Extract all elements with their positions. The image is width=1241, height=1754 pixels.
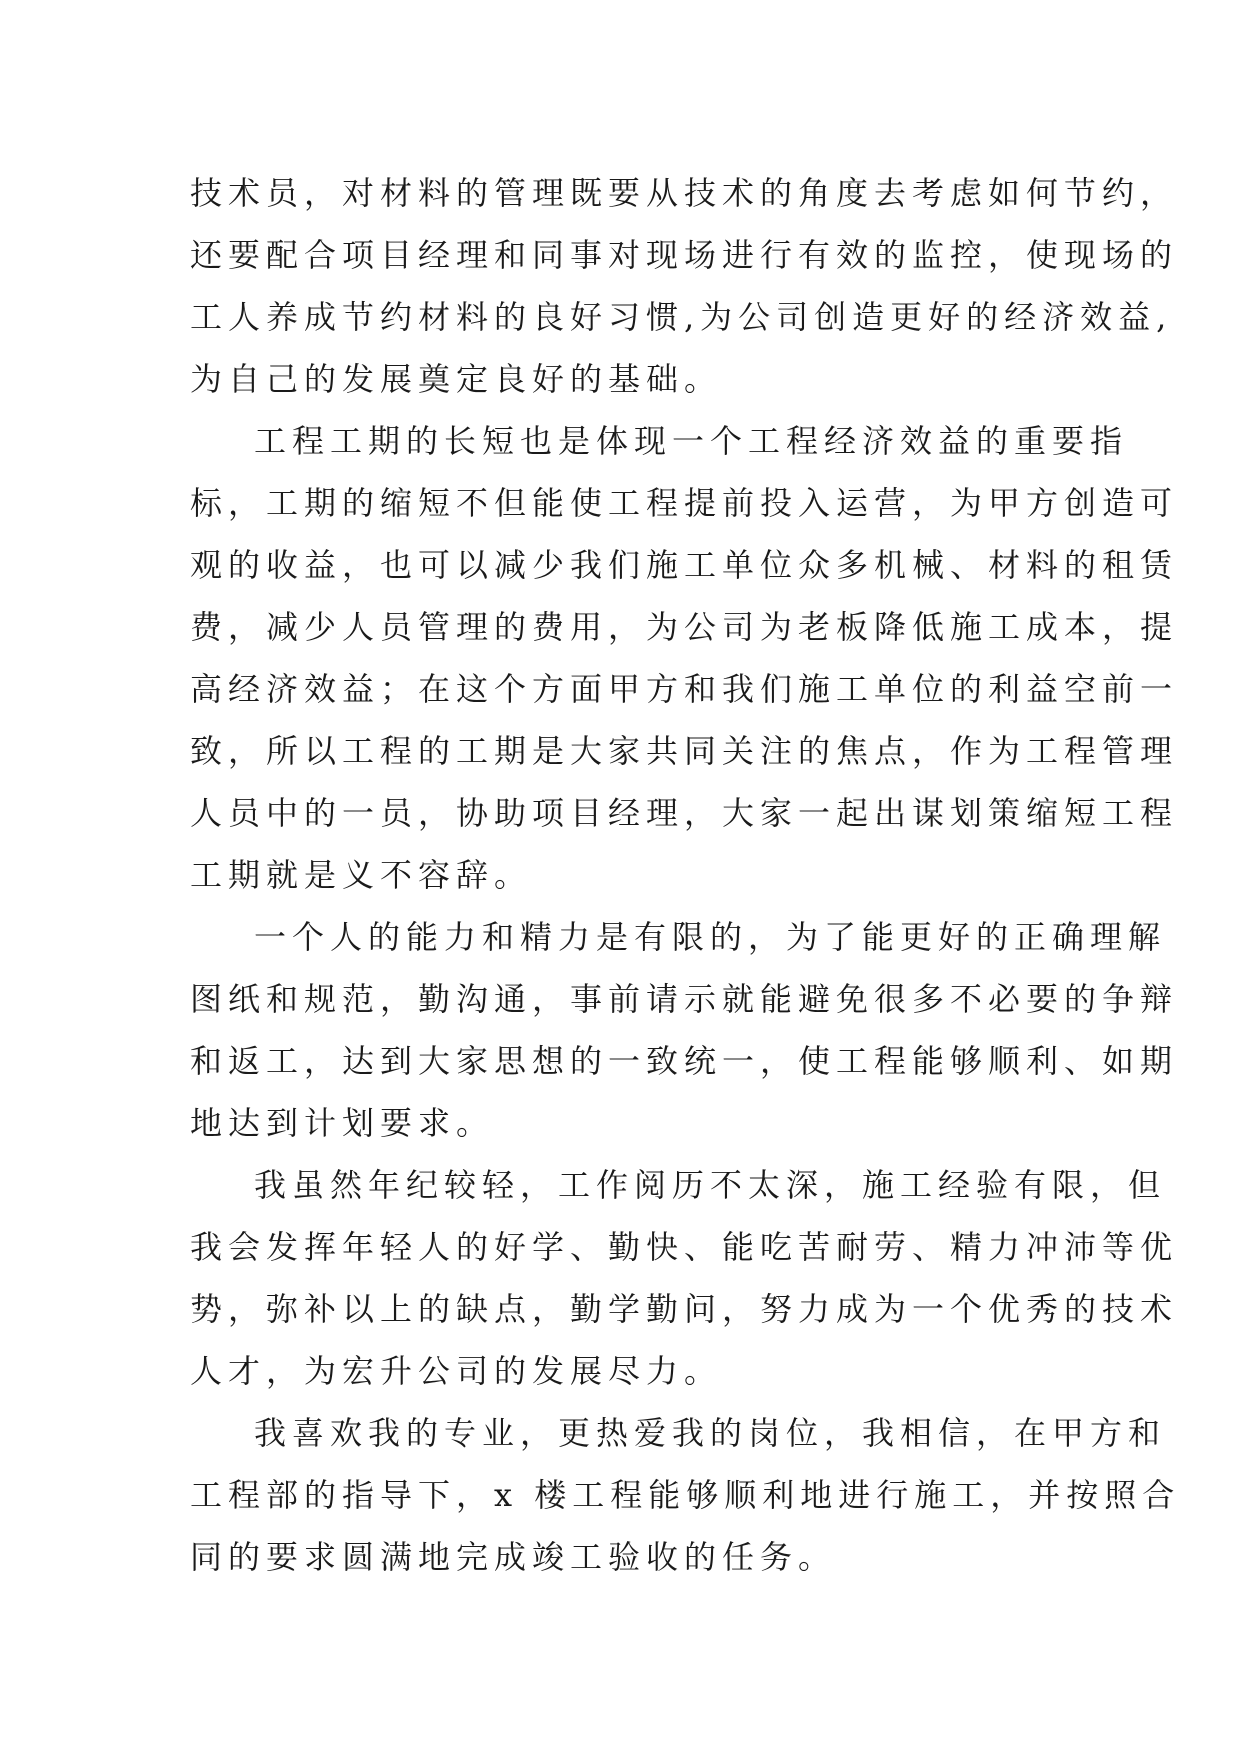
body-text xyxy=(190,162,1181,1588)
text-line: 技术员，对材料的管理既要从技术的角度去考虑如何节约， xyxy=(190,174,1179,212)
text-line: 工期就是义不容辞。 xyxy=(190,856,533,894)
text-line: 图纸和规范，勤沟通，事前请示就能避免很多不必要的争辩 xyxy=(190,980,1179,1018)
text-line: 标，工期的缩短不但能使工程提前投入运营，为甲方创造可 xyxy=(190,484,1179,522)
text-line: 工程部的指导下，x 楼工程能够顺利地进行施工，并按照合 xyxy=(190,1476,1181,1514)
text-line: 我喜欢我的专业，更热爱我的岗位，我相信，在甲方和 xyxy=(254,1414,1167,1452)
paragraph-4 xyxy=(190,1154,1179,1402)
text-line: 工程工期的长短也是体现一个工程经济效益的重要指 xyxy=(254,422,1129,460)
text-line: 致，所以工程的工期是大家共同关注的焦点，作为工程管理 xyxy=(190,732,1179,770)
text-line: 为自己的发展奠定良好的基础。 xyxy=(190,360,723,398)
paragraph-2 xyxy=(190,410,1179,906)
text-line: 我虽然年纪较轻，工作阅历不太深，施工经验有限，但 xyxy=(254,1166,1167,1204)
text-line: 同的要求圆满地完成竣工验收的任务。 xyxy=(190,1538,837,1576)
text-line: 还要配合项目经理和同事对现场进行有效的监控，使现场的 xyxy=(190,236,1179,274)
paragraph-1 xyxy=(190,162,1179,410)
text-line: 工人养成节约材料的良好习惯,为公司创造更好的经济效益, xyxy=(190,298,1173,336)
text-line: 势，弥补以上的缺点，勤学勤问，努力成为一个优秀的技术 xyxy=(190,1290,1179,1328)
text-line: 高经济效益；在这个方面甲方和我们施工单位的利益空前一 xyxy=(190,670,1179,708)
text-line: 和返工，达到大家思想的一致统一，使工程能够顺利、如期 xyxy=(190,1042,1179,1080)
text-line: 人员中的一员，协助项目经理，大家一起出谋划策缩短工程 xyxy=(190,794,1179,832)
paragraph-3 xyxy=(190,906,1179,1154)
text-line: 一个人的能力和精力是有限的，为了能更好的正确理解 xyxy=(254,918,1167,956)
text-line: 费，减少人员管理的费用，为公司为老板降低施工成本，提 xyxy=(190,608,1179,646)
text-line: 人才，为宏升公司的发展尽力。 xyxy=(190,1352,723,1390)
text-line: 观的收益，也可以减少我们施工单位众多机械、材料的租赁 xyxy=(190,546,1179,584)
text-line: 我会发挥年轻人的好学、勤快、能吃苦耐劳、精力冲沛等优 xyxy=(190,1228,1179,1266)
text-line: 地达到计划要求。 xyxy=(190,1104,495,1142)
paragraph-5 xyxy=(190,1402,1181,1588)
